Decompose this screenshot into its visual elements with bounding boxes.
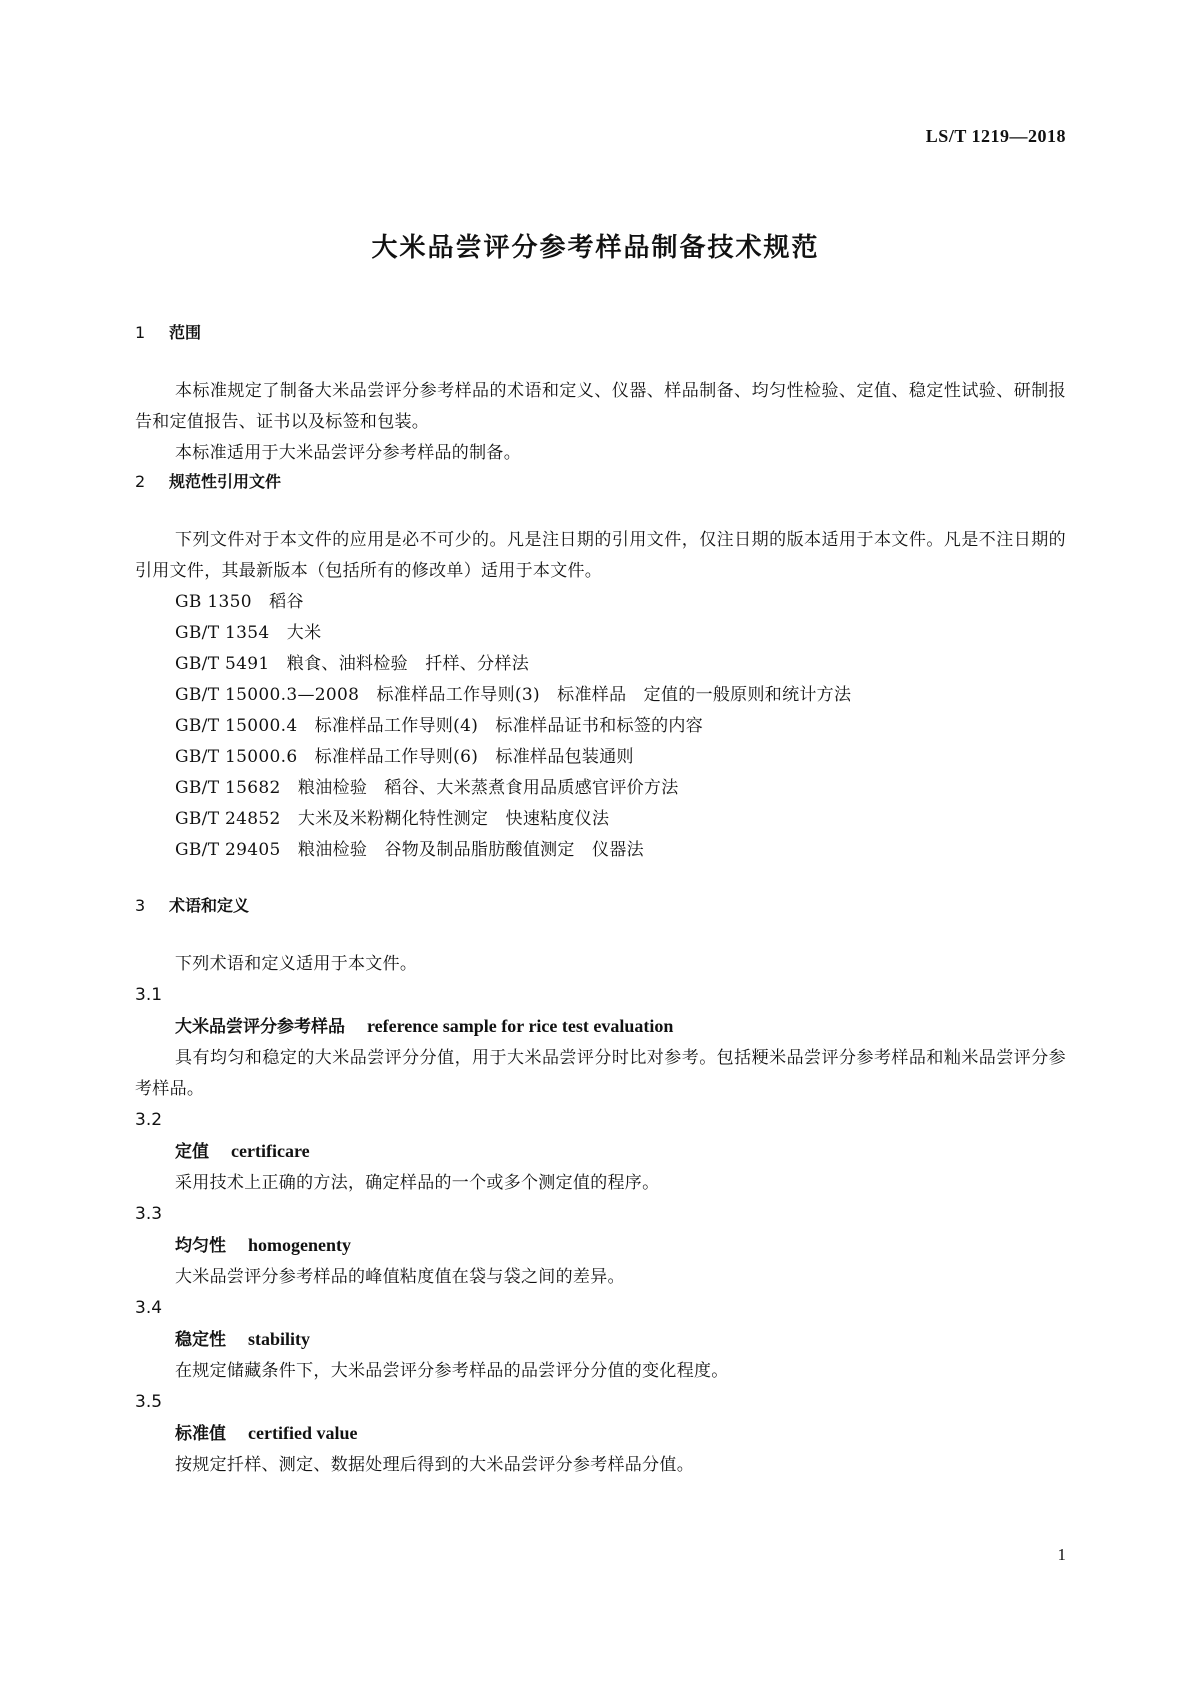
term-zh: 标准值 — [175, 1424, 226, 1444]
term-definition: 大米品尝评分参考样品的峰值粘度值在袋与袋之间的差异。 — [175, 1267, 625, 1287]
paragraph: 本标准规定了制备大米品尝评分参考样品的术语和定义、仪器、样品制备、均匀性检验、定值、稳定性试验、研制报告和定值报告、证书以及标签和包装。 — [135, 381, 1066, 432]
term-name — [175, 1324, 1066, 1356]
term-en: homogenenty — [248, 1235, 351, 1255]
section-heading-normative-references — [135, 469, 1066, 495]
reference-item: GB/T 15000.3—2008 标准样品工作导则(3) 标准样品 定值的一般原则和统计方法 — [175, 685, 852, 705]
reference-item: GB/T 24852 大米及米粉糊化特性测定 快速粘度仪法 — [175, 809, 610, 829]
paragraph: 下列文件对于本文件的应用是必不可少的。凡是注日期的引用文件，仅注日期的版本适用于本文件。凡是不注日期的引用文件，其最新版本（包括所有的修改单）适用于本文件。 — [135, 530, 1066, 581]
term-number: 3.1 — [135, 985, 163, 1005]
term-definition: 具有均匀和稳定的大米品尝评分分值，用于大米品尝评分时比对参考。包括粳米品尝评分参考样品和籼米品尝评分参考样品。 — [135, 1048, 1066, 1099]
section-title: 规范性引用文件 — [169, 472, 282, 491]
section-title: 术语和定义 — [169, 896, 250, 915]
term-en: reference sample for rice test evaluation — [367, 1016, 674, 1036]
term-zh: 定值 — [175, 1142, 209, 1162]
term-en: certificare — [231, 1141, 310, 1161]
document-title: 大米品尝评分参考样品制备技术规范 — [371, 233, 820, 263]
paragraph: 本标准适用于大米品尝评分参考样品的制备。 — [175, 443, 521, 463]
reference-item: GB/T 15000.4 标准样品工作导则(4) 标准样品证书和标签的内容 — [175, 716, 704, 736]
section-number: 3 — [135, 896, 146, 915]
term-definition: 在规定储藏条件下，大米品尝评分参考样品的品尝评分分值的变化程度。 — [175, 1361, 729, 1381]
term-definition: 采用技术上正确的方法，确定样品的一个或多个测定值的程序。 — [175, 1173, 660, 1193]
section-title: 范围 — [169, 323, 202, 342]
reference-item: GB/T 1354 大米 — [175, 623, 322, 643]
term-entry — [135, 1105, 1066, 1199]
term-number: 3.5 — [135, 1392, 163, 1412]
term-entry — [135, 1387, 1066, 1481]
section-heading-terms — [135, 893, 1066, 919]
term-entry — [135, 980, 1066, 1105]
reference-item: GB/T 15000.6 标准样品工作导则(6) 标准样品包装通则 — [175, 747, 634, 767]
term-number: 3.3 — [135, 1204, 163, 1224]
term-number: 3.2 — [135, 1110, 163, 1130]
section-number: 2 — [135, 472, 146, 491]
term-en: certified value — [248, 1423, 358, 1443]
term-number: 3.4 — [135, 1298, 163, 1318]
term-name — [175, 1230, 1066, 1262]
section-heading-scope — [135, 320, 1066, 346]
term-entry — [135, 1293, 1066, 1387]
reference-item: GB/T 5491 粮食、油料检验 扦样、分样法 — [175, 654, 530, 674]
reference-item: GB/T 29405 粮油检验 谷物及制品脂肪酸值测定 仪器法 — [175, 840, 644, 860]
term-definition: 按规定扦样、测定、数据处理后得到的大米品尝评分参考样品分值。 — [175, 1455, 694, 1475]
term-name — [175, 1418, 1066, 1450]
paragraph: 下列术语和定义适用于本文件。 — [175, 954, 418, 974]
page-number: 1 — [1057, 1545, 1066, 1564]
standard-code: LS/T 1219—2018 — [925, 126, 1066, 146]
term-name — [175, 1136, 1066, 1168]
reference-item: GB/T 15682 粮油检验 稻谷、大米蒸煮食用品质感官评价方法 — [175, 778, 679, 798]
term-zh: 稳定性 — [175, 1330, 226, 1350]
document-body — [135, 320, 1066, 1481]
term-entry — [135, 1199, 1066, 1293]
term-zh: 均匀性 — [175, 1236, 226, 1256]
term-en: stability — [248, 1329, 311, 1349]
term-zh: 大米品尝评分参考样品 — [175, 1017, 345, 1037]
term-name — [175, 1011, 1066, 1043]
section-number: 1 — [135, 323, 146, 342]
reference-item: GB 1350 稻谷 — [175, 592, 304, 612]
